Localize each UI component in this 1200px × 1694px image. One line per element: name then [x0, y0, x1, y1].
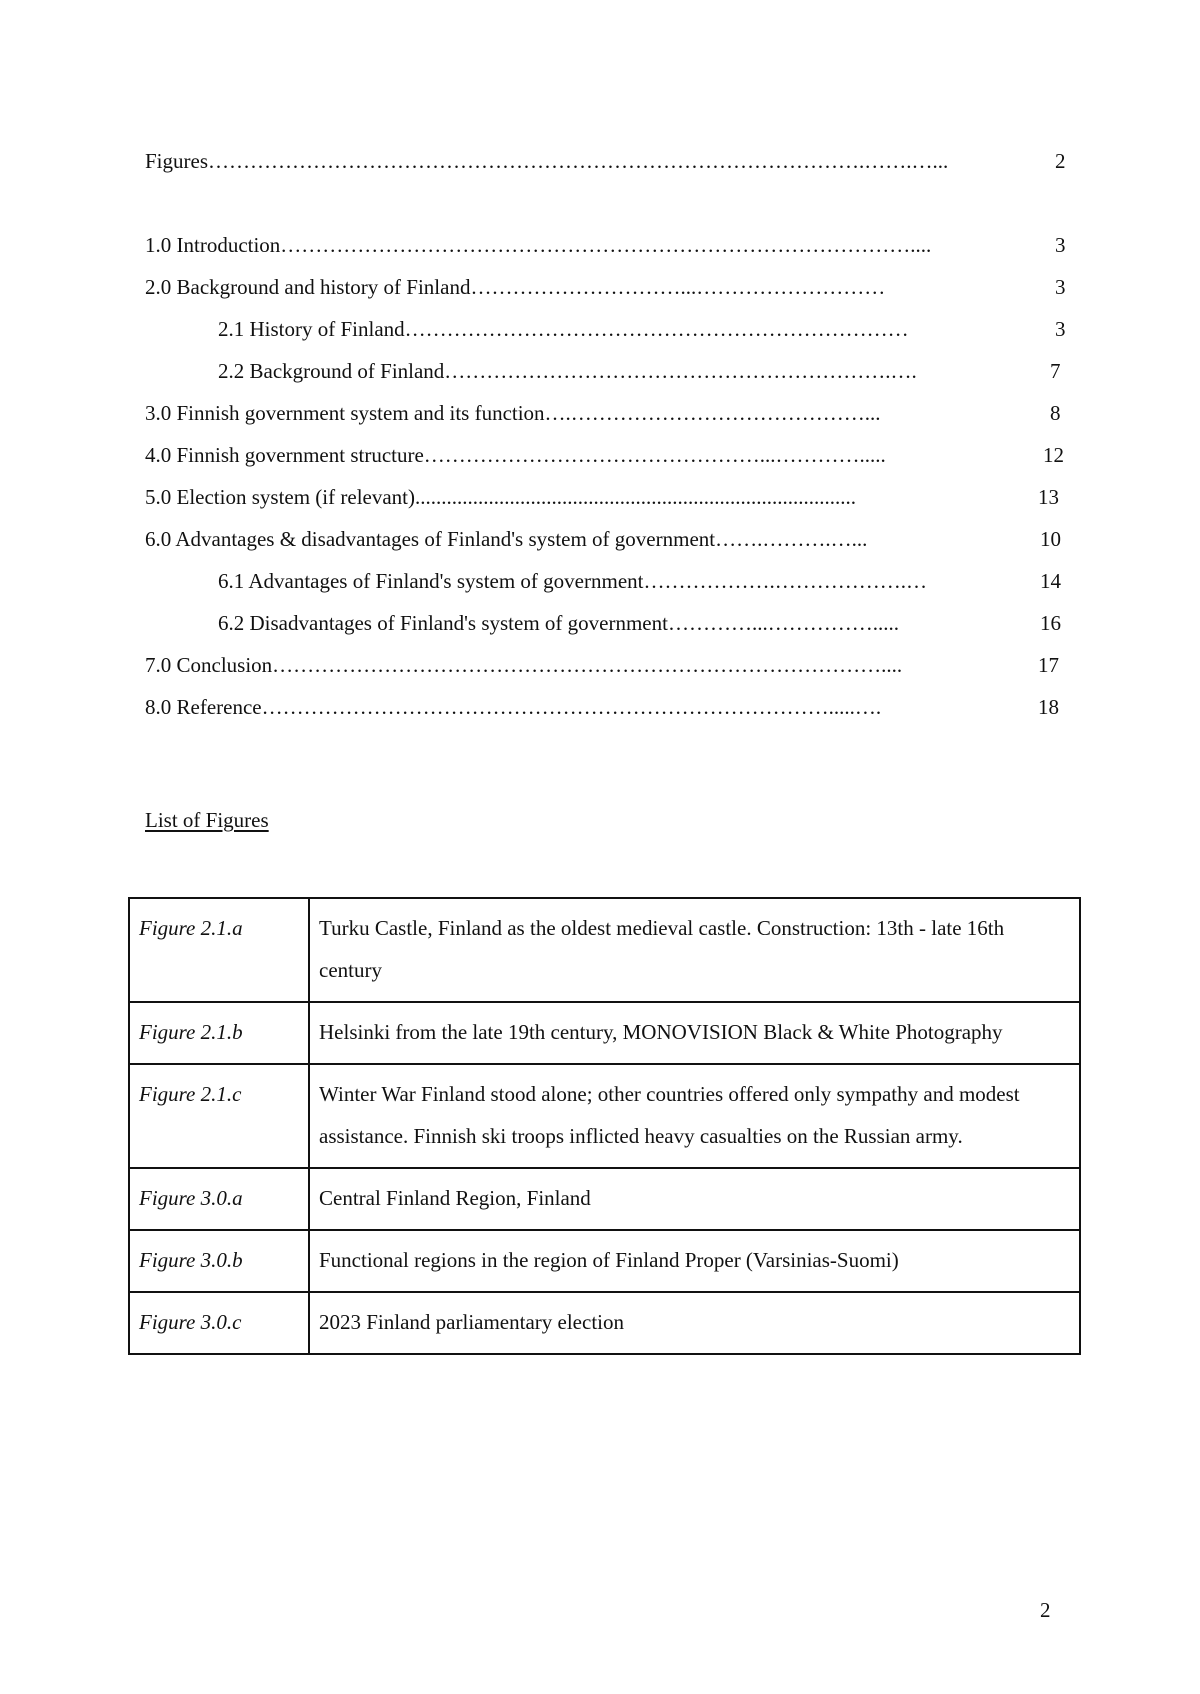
- figure-caption: Turku Castle, Finland as the oldest medieval castle. Construction: 13th - late 16th century: [309, 898, 1080, 1002]
- toc-entry-text: 6.2 Disadvantages of Finland's system of government…………...…………….....: [218, 611, 899, 635]
- toc-entry-text: 1.0 Introduction………………………………………………………………………………....: [145, 233, 932, 257]
- toc-entry-text: 6.1 Advantages of Finland's system of government……………….……………….…: [218, 569, 927, 593]
- toc-entry-government-system: [145, 392, 1065, 434]
- list-of-figures-table: [128, 897, 1081, 1355]
- toc-entry-text: 4.0 Finnish government structure…………………………………………...………….....: [145, 443, 886, 467]
- toc-entry-page: 12: [1043, 443, 1064, 467]
- figure-caption: Functional regions in the region of Finland Proper (Varsinias-Suomi): [309, 1230, 1080, 1292]
- toc-entry-page: 3: [1055, 317, 1066, 341]
- toc-entry-text: 8.0 Reference……………………………………………………………………….....….: [145, 695, 882, 719]
- table-row: [129, 898, 1080, 1002]
- figure-caption: Central Finland Region, Finland: [309, 1168, 1080, 1230]
- toc-entry-text: 6.0 Advantages & disadvantages of Finland's system of government…….……….…...: [145, 527, 868, 551]
- toc-entry-page: 3: [1055, 275, 1066, 299]
- figure-caption: Winter War Finland stood alone; other countries offered only sympathy and modest assistance. Finnish ski troops inflicted heavy casualties on the Russian army.: [309, 1064, 1080, 1168]
- toc-entry-page: 13: [1038, 485, 1059, 509]
- page-number: 2: [1040, 1598, 1051, 1622]
- toc-entry-advantages-disadvantages: [145, 518, 1065, 560]
- toc-entry-conclusion: [145, 644, 1065, 686]
- table-row: [129, 1064, 1080, 1168]
- toc-entry-government-structure: [145, 434, 1065, 476]
- toc-entry-page: 14: [1040, 569, 1061, 593]
- figure-label: Figure 2.1.b: [129, 1002, 309, 1064]
- toc-entry-page: 3: [1055, 233, 1066, 257]
- toc-entry-page: 18: [1038, 695, 1059, 719]
- toc-entry-background-history: [145, 266, 1065, 308]
- toc-entry-page: 8: [1050, 401, 1061, 425]
- toc-entry-page: 2: [1055, 149, 1066, 173]
- toc-entry-text: Figures………………………………………………………………………………….…….…...: [145, 149, 949, 173]
- toc-entry-background-of-finland: [145, 350, 1065, 392]
- toc-entry-text: 5.0 Election system (if relevant)....................................................................................: [145, 485, 856, 509]
- toc-entry-figures: [145, 140, 1065, 182]
- table-of-contents: [145, 140, 1065, 728]
- toc-entry-page: 17: [1038, 653, 1059, 677]
- figure-label: Figure 2.1.a: [129, 898, 309, 1002]
- toc-entry-election-system: [145, 476, 1065, 518]
- toc-entry-text: 3.0 Finnish government system and its function….……………………………………...: [145, 401, 881, 425]
- figure-caption: Helsinki from the late 19th century, MONOVISION Black & White Photography: [309, 1002, 1080, 1064]
- toc-entry-introduction: [145, 224, 1065, 266]
- figure-label: Figure 2.1.c: [129, 1064, 309, 1168]
- figure-caption: 2023 Finland parliamentary election: [309, 1292, 1080, 1354]
- table-row: [129, 1002, 1080, 1064]
- figure-label: Figure 3.0.c: [129, 1292, 309, 1354]
- toc-entry-text: 2.1 History of Finland………………………………………………………………: [218, 317, 909, 341]
- toc-entry-text: 2.2 Background of Finland……………………………………………………….….: [218, 359, 917, 383]
- toc-entry-page: 16: [1040, 611, 1061, 635]
- table-row: [129, 1292, 1080, 1354]
- toc-entry-text: 2.0 Background and history of Finland…………………………...………………………: [145, 275, 886, 299]
- toc-entry-advantages: [145, 560, 1065, 602]
- table-row: [129, 1230, 1080, 1292]
- list-of-figures-heading: List of Figures: [145, 808, 269, 832]
- figure-label: Figure 3.0.a: [129, 1168, 309, 1230]
- toc-entry-text: 7.0 Conclusion……………………………………………………………………………....: [145, 653, 903, 677]
- toc-entry-reference: [145, 686, 1065, 728]
- toc-entry-page: 7: [1050, 359, 1061, 383]
- toc-entry-history-of-finland: [145, 308, 1065, 350]
- toc-entry-disadvantages: [145, 602, 1065, 644]
- table-row: [129, 1168, 1080, 1230]
- figure-label: Figure 3.0.b: [129, 1230, 309, 1292]
- toc-entry-page: 10: [1040, 527, 1061, 551]
